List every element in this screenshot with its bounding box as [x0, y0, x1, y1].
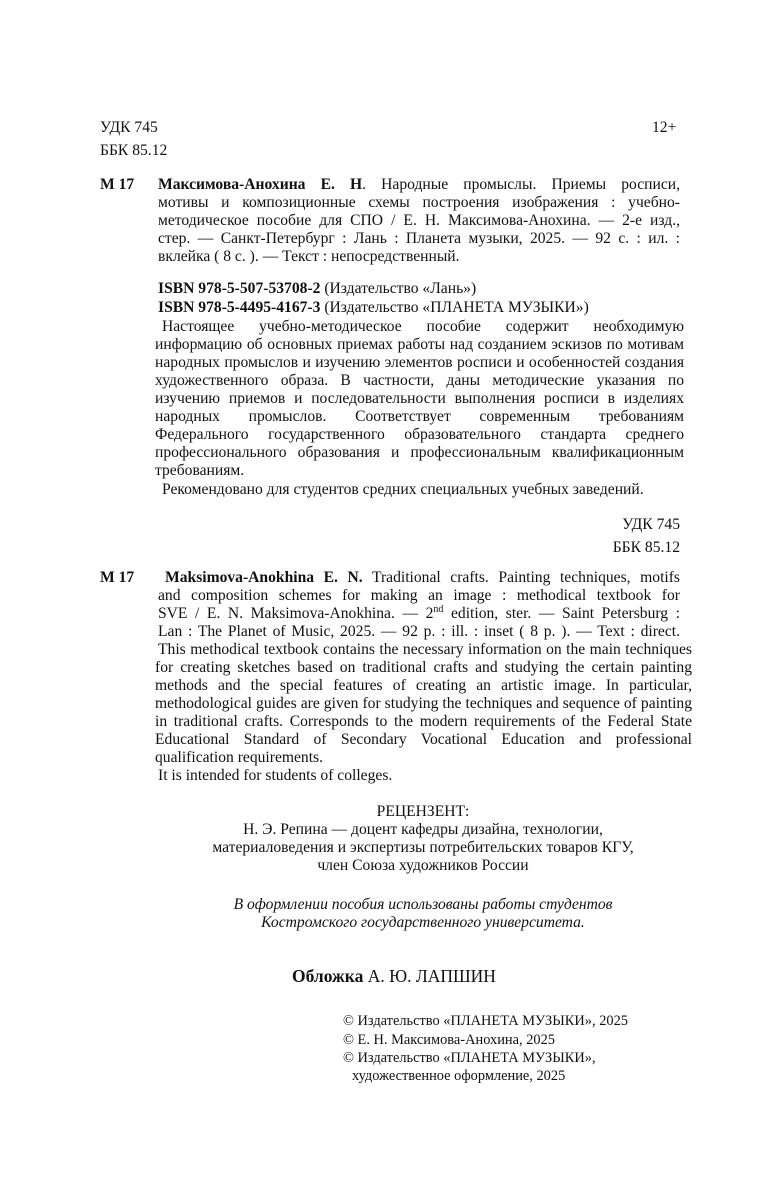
en-entry-line3: SVE / E. N. Maksimova-Anokhina. — 2nd edition, ster. — Saint Petersburg :: [158, 604, 680, 622]
en-abstract-line: methods and the special features of creating an artistic image. In particular,: [155, 677, 692, 694]
ru-entry-author: Максимова-Анохина Е. Н: [158, 176, 363, 193]
en-entry-code: М 17: [100, 569, 135, 586]
isbn-planeta: ISBN 978-5-4495-4167-3 (Издательство «ПЛАНЕТА МУЗЫКИ»): [158, 299, 589, 316]
design-note: Костромского государственного университета.: [261, 914, 585, 931]
copyright-line: © Издательство «ПЛАНЕТА МУЗЫКИ»,: [343, 1050, 596, 1066]
copyright-line: художественное оформление, 2025: [352, 1068, 566, 1084]
en-abstract-line: in traditional crafts. Corresponds to the modern requirements of the Federal State: [155, 713, 692, 730]
en-abstract-line: qualification requirements.: [155, 749, 324, 766]
ru-entry-line1: Максимова-Анохина Е. Н. Народные промыслы. Приемы росписи,: [158, 176, 680, 193]
reviewer-line: член Союза художников России: [317, 857, 529, 874]
en-abstract-line: methodological guides are given for studying the techniques and sequence of painting: [155, 695, 692, 712]
en-entry-line1: Maksimova-Anokhina E. N. Traditional crafts. Painting techniques, motifs: [165, 569, 680, 586]
en-abstract-line: This methodical textbook contains the necessary information on the main techniques: [158, 641, 692, 658]
ru-abstract-line: изучению приемов и последовательности выполнения росписи в изделиях: [155, 390, 684, 407]
en-entry-line2: and composition schemes for making an image : methodical textbook for: [158, 587, 680, 604]
ru-entry-line2: мотивы и композиционные схемы построения изображения : учебно-: [158, 194, 680, 211]
en-abstract-line: Educational Standard of Secondary Vocational Education and professional: [155, 731, 692, 748]
cover-credit: Обложка А. Ю. ЛАПШИН: [292, 966, 496, 986]
udk-code-right: УДК 745: [622, 516, 680, 533]
ru-abstract-line: народных промыслов. Соответствует современным требованиям: [155, 408, 684, 425]
isbn-lan: ISBN 978-5-507-53708-2 (Издательство «Лань»): [158, 280, 477, 297]
copyright-line: © Е. Н. Максимова-Анохина, 2025: [343, 1032, 555, 1048]
ru-abstract-line: Федерального государственного образовательного стандарта среднего: [155, 426, 684, 443]
ru-entry-code: М 17: [100, 176, 135, 193]
reviewer-heading: РЕЦЕНЗЕНТ:: [376, 803, 470, 820]
design-note: В оформлении пособия использованы работы студентов: [233, 896, 613, 913]
en-intended: It is intended for students of colleges.: [158, 767, 393, 784]
bbk-code: ББК 85.12: [100, 142, 168, 159]
ru-abstract-line: информацию об основных приемах работы над созданием эскизов по мотивам: [155, 336, 684, 353]
reviewer-line: материаловедения и экспертизы потребительских товаров КГУ,: [212, 839, 634, 856]
en-abstract-line: for creating sketches based on traditional crafts and studying the certain painting: [155, 659, 692, 676]
ru-abstract-line: художественного образа. В частности, даны методические указания по: [155, 372, 684, 389]
ru-abstract-line: профессионального образования и профессиональным квалификационным: [155, 444, 684, 461]
ru-abstract-line: народных промыслов и изучению элементов росписи и особенностей создания: [155, 354, 684, 371]
udk-code: УДК 745: [100, 119, 158, 136]
age-rating: 12+: [652, 119, 677, 136]
ru-abstract-line: требованиям.: [155, 462, 245, 479]
ru-abstract-line: Настоящее учебно-методическое пособие содержит необходимую: [162, 318, 684, 335]
ru-entry-line5: вклейка ( 8 с. ). — Текст : непосредственный.: [158, 248, 460, 265]
copyright-line: © Издательство «ПЛАНЕТА МУЗЫКИ», 2025: [343, 1013, 628, 1029]
bbk-code-right: ББК 85.12: [612, 539, 680, 556]
en-entry-author: Maksimova-Anokhina E. N.: [165, 569, 363, 586]
ru-recommendation: Рекомендовано для студентов средних специальных учебных заведений.: [162, 481, 644, 498]
en-entry-line4: Lan : The Planet of Music, 2025. — 92 p. : ill. : inset ( 8 p. ). — Text : direct.: [158, 623, 680, 640]
reviewer-line: Н. Э. Репина — доцент кафедры дизайна, технологии,: [243, 821, 603, 838]
ru-entry-line4: стер. — Санкт-Петербург : Лань : Планета музыки, 2025. — 92 с. : ил. :: [158, 230, 680, 247]
ru-entry-line3: методическое пособие для СПО / Е. Н. Максимова-Анохина. — 2-е изд.,: [158, 212, 680, 229]
